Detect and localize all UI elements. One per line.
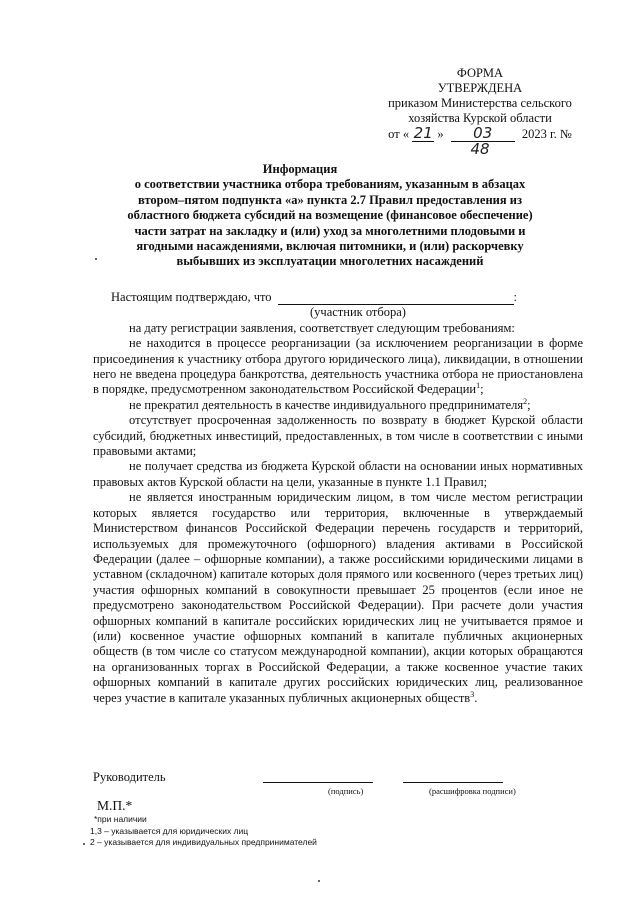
signature-caption: (подпись) [328,786,364,796]
approved-label: УТВЕРЖДЕНА [437,81,523,95]
intro-paragraph: на дату регистрации заявления, соответствует следующим требованиям: [129,320,515,335]
scan-speck [318,880,320,882]
handwritten-day: 21 [413,124,433,142]
confirm-line [111,290,583,305]
handwritten-month: 03 [451,126,515,142]
signature-block [93,770,583,800]
title-line: о соответствии участника отбора требованиям, указанным в абзацах [134,177,526,192]
requirement-1-end: ; [480,382,484,397]
title-line: втором–пятом подпункта «а» пункта 2.7 Правил предоставления из [138,192,522,207]
requirement-3: отсутствует просроченная задолженность по возврату в бюджет Курской области субсидий, бюджетных инвестиций, предоставленных, в том числе в соответствии с иными правовыми актами; [93,413,583,459]
requirement-4: не получает средства из бюджета Курской области на основании иных нормативных правовых актов Курской области на цели, указанные в пункте 1.1 Правил; [93,459,583,489]
document-body [93,290,583,706]
order-line-1: приказом Министерства сельского [388,96,572,110]
footnotes [90,814,317,849]
participant-caption: (участник отбора) [310,305,406,320]
signature-label: Руководитель [93,770,166,784]
signature-line[interactable] [263,782,373,783]
requirement-1-text: не находится в процессе реорганизации (за исключением реорганизации в форме присоединения к участнику отбора другого юридического лица), ликвидации, в отношении него не введена процедура банкротства, деятельность участника отбора не приостановлена в порядке, предусмотренном законодательством Российской Федерации [93,336,583,397]
title-heading: Информация [262,162,338,176]
scan-speck [95,258,97,260]
footnote: 2 – указывается для индивидуальных предпринимателей [90,837,317,847]
requirement-2-end: ; [527,397,531,412]
year-text: 2023 г. № [521,127,572,141]
footnote-ref: 3 [470,689,475,699]
document-title [80,162,580,270]
signature-decode-caption: (расшифровка подписи) [429,786,516,796]
date-prefix: от « [388,127,410,141]
form-label: ФОРМА [456,66,504,80]
handwritten-order-number: 48 [470,140,490,158]
requirement-2 [93,398,583,413]
scan-speck [83,843,85,845]
date-mid: » [437,127,444,141]
approval-block [375,66,585,158]
footnote: *при наличии [94,814,147,824]
title-line: областного бюджета субсидий на возмещение (финансовое обеспечение) [127,208,533,223]
confirm-text: Настоящим подтверждаю, что [111,290,272,304]
participant-blank[interactable] [278,292,514,305]
footnote-ref: 2 [523,396,528,406]
confirm-end: : [513,290,518,304]
title-line: части затрат на закладку и (или) уход за многолетними плодовыми и [134,223,526,238]
title-line: выбывших из эксплуатации многолетних насаждений [176,254,484,269]
signature-decode-line[interactable] [403,782,503,783]
requirement-5 [93,490,583,706]
requirement-5-end: . [474,690,478,705]
footnote-ref: 1 [476,381,481,391]
order-line-2: хозяйства Курской области [408,111,552,125]
requirement-1 [93,336,583,398]
order-date-line [375,126,585,158]
stamp-place: М.П.* [97,798,133,813]
requirement-2-text: не прекратил деятельность в качестве индивидуального предпринимателя [129,397,524,412]
footnote: 1,3 – указывается для юридических лиц [90,825,249,836]
requirement-5-text: не является иностранным юридическим лицом, в том числе местом регистрации которых является государство или территория, включенные в утверждаемый Министерством финансов Российской Федерации перечень государств и территорий, используемых для промежуточного (офшорного) владения активами в Российской Федерации (далее – офшорные компании), а также российскими юридическими лицами в уставном (складочном) капитале которых доля прямого или косвенного (через третьих лиц) участия офшорных компаний в совокупности превышает 25 процентов (если иное не предусмотрено законодательством Российской Федерации). При расчете доли участия офшорных компаний в капитале российских юридических лиц не учитывается прямое и (или) косвенное участие офшорных компаний в капитале публичных акционерных обществ (в том числе со статусом международной компании), акции которых обращаются на организованных торгах в Российской Федерации, а также косвенное участие таких офшорных компаний в капитале других российских юридических лиц, реализованное через участие в капитале указанных публичных акционерных обществ [93,490,583,705]
title-line: ягодными насаждениями, включая питомники, и (или) раскорчевку [136,239,524,254]
